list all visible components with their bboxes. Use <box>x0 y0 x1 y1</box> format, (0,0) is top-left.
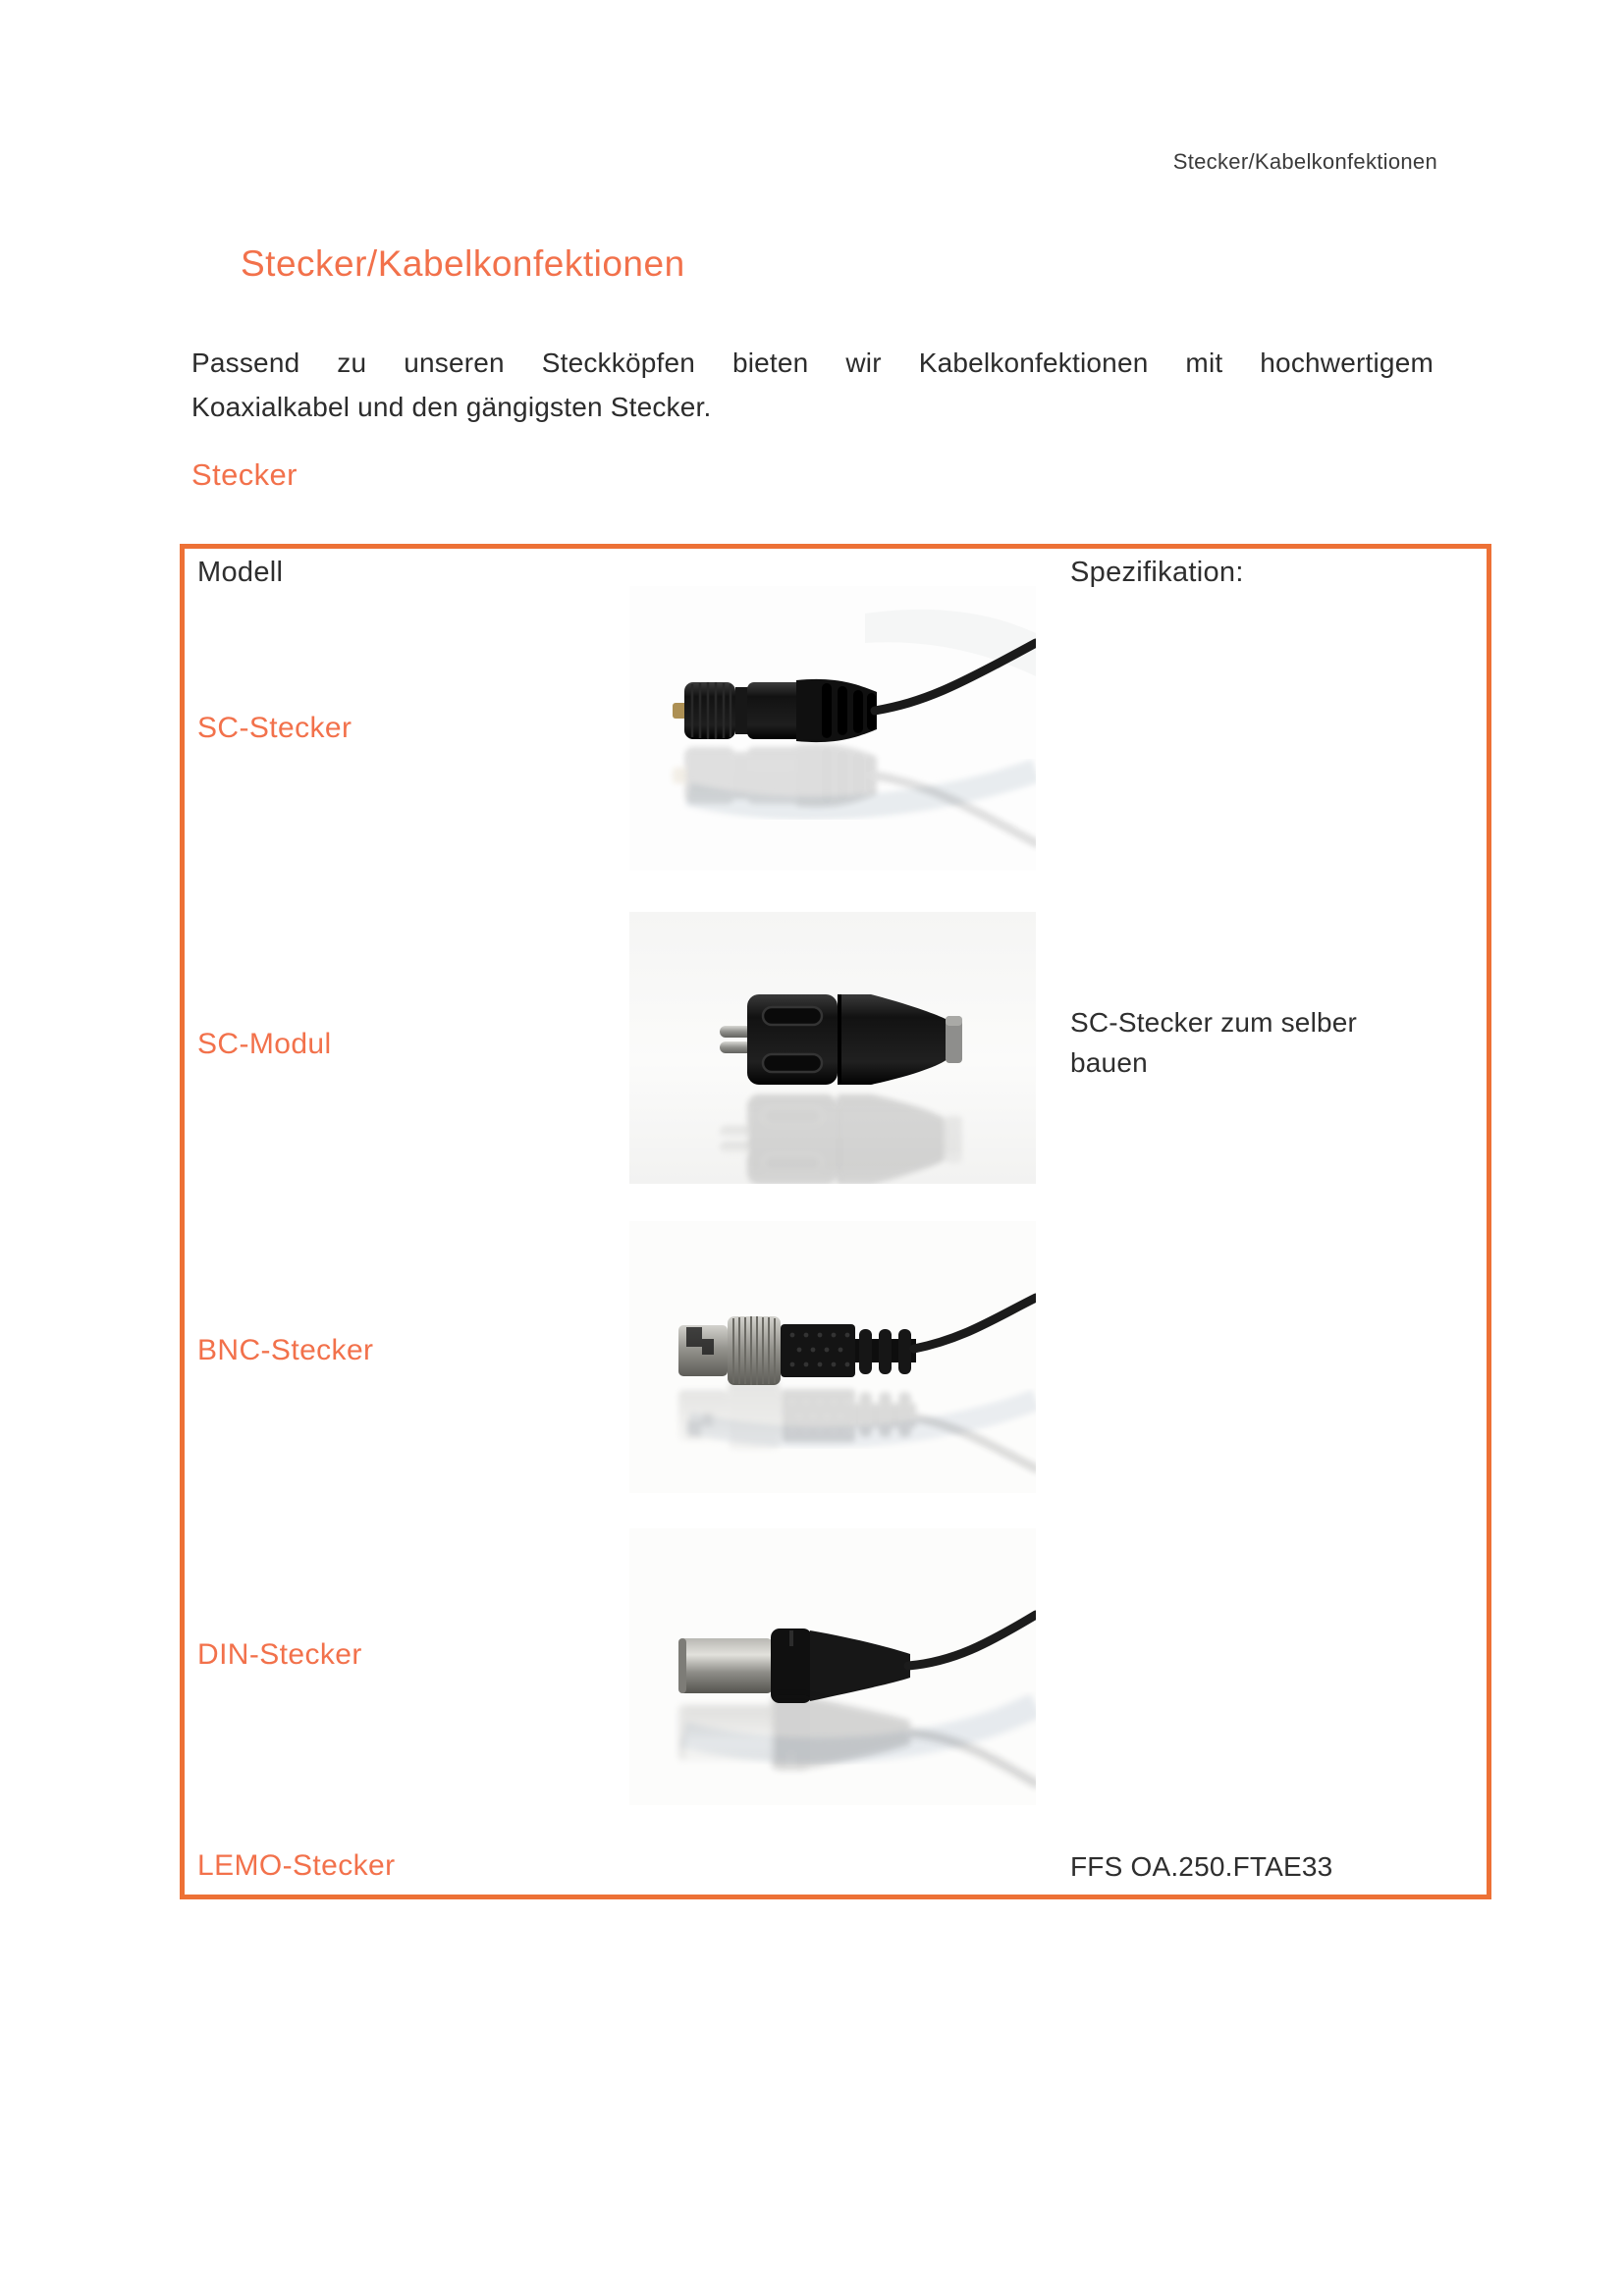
column-header-spezifikation: Spezifikation: <box>1070 557 1244 588</box>
bnc-stecker-photo <box>629 1221 1036 1493</box>
spec-sc-modul: SC-Stecker zum selber bauen <box>1070 1007 1358 1078</box>
connector-table <box>180 544 1491 1899</box>
din-stecker-photo <box>629 1528 1036 1805</box>
spec-lemo-stecker: FFS OA.250.FTAE33 <box>1070 1851 1333 1882</box>
intro-line-1: Passend zu unseren Steckköpfen bieten wir Kabelkonfektionen mit hochwertigem <box>191 347 1434 378</box>
running-header: Stecker/Kabelkonfektionen <box>1172 149 1437 174</box>
row-label-sc-modul: SC-Modul <box>197 1028 332 1060</box>
intro-line-2: Koaxialkabel und den gängigsten Stecker. <box>191 392 712 422</box>
sc-stecker-photo <box>629 586 1036 871</box>
page-title: Stecker/Kabelkonfektionen <box>241 243 685 284</box>
row-label-din-stecker: DIN-Stecker <box>197 1638 362 1671</box>
column-header-modell: Modell <box>197 557 284 588</box>
intro-paragraph <box>191 341 1434 429</box>
row-label-lemo-stecker: LEMO-Stecker <box>197 1849 396 1882</box>
row-label-sc-stecker: SC-Stecker <box>197 712 352 744</box>
row-label-bnc-stecker: BNC-Stecker <box>197 1334 374 1366</box>
sc-modul-photo <box>629 912 1036 1184</box>
section-heading: Stecker <box>191 457 298 492</box>
